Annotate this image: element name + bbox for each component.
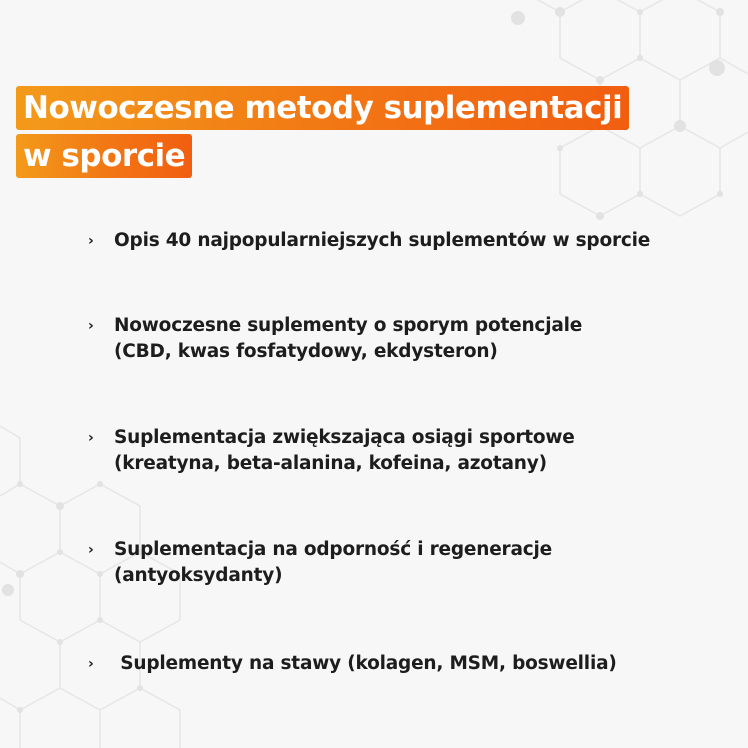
list-item [88, 425, 728, 477]
chevron-right-icon: › [88, 233, 94, 249]
list-item-line-2: (antyoksydanty) [114, 565, 283, 586]
list-item-line-1: Suplementacja zwiększająca osiągi sportowe [114, 427, 575, 448]
list-item-line-1: Suplementy na stawy (kolagen, MSM, boswellia) [114, 653, 617, 674]
chevron-right-icon: › [88, 542, 94, 558]
list-item [88, 537, 728, 589]
list-item-line-1: Suplementacja na odporność i regeneracje [114, 539, 553, 560]
list-item [88, 228, 728, 254]
list-item [88, 313, 728, 365]
list-item-line-2: (CBD, kwas fosfatydowy, ekdysteron) [114, 341, 498, 362]
chevron-right-icon: › [88, 318, 94, 334]
list-item-line-1: Opis 40 najpopularniejszych suplementów w sporcie [114, 230, 651, 251]
list-item [88, 651, 728, 677]
chevron-right-icon: › [88, 656, 94, 672]
title-line-2: w sporcie [16, 134, 192, 178]
list-item-line-2: (kreatyna, beta-alanina, kofeina, azotany) [114, 453, 547, 474]
chevron-right-icon: › [88, 430, 94, 446]
title-line-1: Nowoczesne metody suplementacji [16, 86, 629, 130]
list-item-line-1: Nowoczesne suplementy o sporym potencjale [114, 315, 583, 336]
